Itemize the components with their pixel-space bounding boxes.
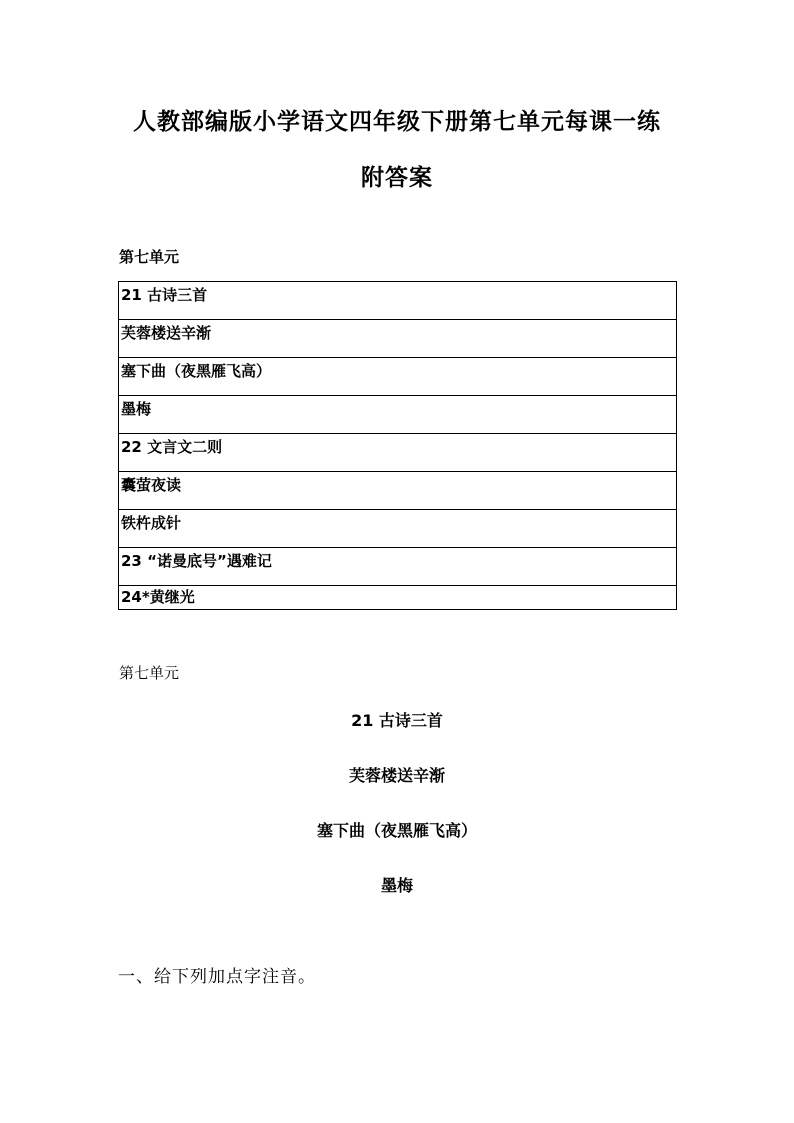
table-of-contents (118, 281, 677, 610)
toc-item: 囊萤夜读 (119, 472, 677, 510)
toc-item: 21 古诗三首 (119, 282, 677, 320)
table-row (119, 586, 677, 610)
table-row (119, 320, 677, 358)
toc-item: 铁杵成针 (119, 510, 677, 548)
table-row (119, 282, 677, 320)
poem-title: 塞下曲（夜黑雁飞高） (316, 821, 477, 840)
toc-item: 墨梅 (119, 396, 677, 434)
question-heading: 一、给下列加点字注音。 (118, 967, 316, 987)
toc-item: 24*黄继光 (119, 586, 677, 610)
table-row (119, 548, 677, 586)
poem-title: 墨梅 (380, 876, 413, 895)
section-heading: 21 古诗三首 (351, 711, 443, 730)
poem-title: 芙蓉楼送辛渐 (348, 766, 445, 785)
toc-item: 23 “诺曼底号”遇难记 (119, 548, 677, 586)
table-row (119, 358, 677, 396)
document-title: 人教部编版小学语文四年级下册第七单元每课一练 (133, 109, 661, 135)
section-unit-label: 第七单元 (119, 664, 180, 682)
table-row (119, 434, 677, 472)
document-title-suffix: 附答案 (361, 165, 433, 191)
table-row (119, 510, 677, 548)
toc-item: 塞下曲（夜黑雁飞高） (119, 358, 677, 396)
table-row (119, 472, 677, 510)
toc-item: 芙蓉楼送辛渐 (119, 320, 677, 358)
unit-label: 第七单元 (119, 248, 180, 266)
table-row (119, 396, 677, 434)
toc-item: 22 文言文二则 (119, 434, 677, 472)
